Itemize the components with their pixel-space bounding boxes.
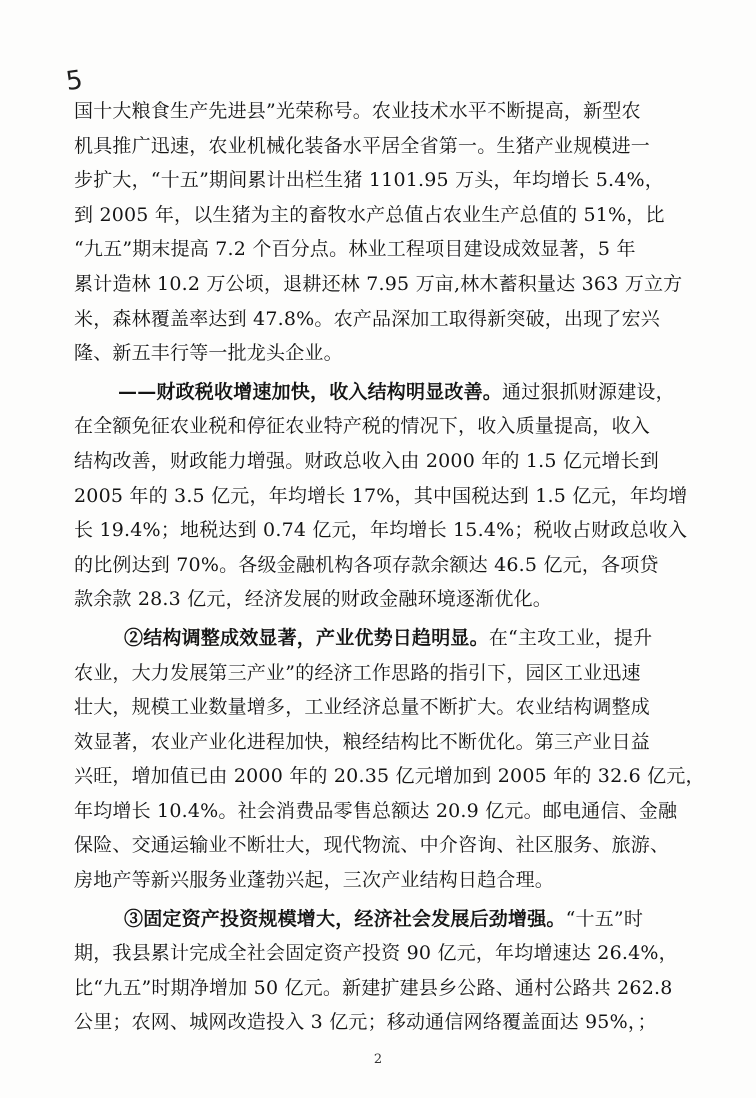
paragraph-heading: ③固定资产投资规模增大，经济社会发展后劲增强。 <box>124 907 566 930</box>
paragraph-heading: ——财政税收增速加快，收入结构明显改善。 <box>118 380 503 403</box>
paragraph-first-line <box>74 902 694 937</box>
handwritten-page-mark: 5 <box>63 64 85 98</box>
text-line: “九五”期末提高 7.2 个百分点。林业工程项目建设成效显著，5 年 <box>74 238 636 261</box>
text-line: 隆、新五丰行等一批龙头企业。 <box>74 342 343 365</box>
text-line: 农业，大力发展第三产业”的经济工作思路的指引下，园区工业迅速 <box>74 661 641 684</box>
text-line: 期，我县累计完成全社会固定资产投资 90 亿元，年均增速达 26.4%， <box>74 942 678 965</box>
text-line: 兴旺，增加值已由 2000 年的 20.35 亿元增加到 2005 年的 32.6 亿元， <box>74 765 705 788</box>
paragraph-first-line <box>74 375 694 410</box>
paragraph-heading: ②结构调整成效显著，产业优势日趋明显。 <box>124 626 489 649</box>
text-line: 保险、交通运输业不断壮大，现代物流、中介咨询、社区服务、旅游、 <box>74 834 670 857</box>
text-line: 在全额免征农业税和停征农业特产税的情况下，收入质量提高，收入 <box>74 415 651 438</box>
text-line: 效显著，农业产业化进程加快，粮经结构比不断优化。第三产业日益 <box>74 730 651 753</box>
paragraph-text: “十五”时 <box>565 907 644 930</box>
paragraph-text: 在“主攻工业，提升 <box>488 626 653 649</box>
text-line: 款余款 28.3 亿元，经济发展的财政金融环境逐渐优化。 <box>74 588 552 611</box>
text-line: 比“九五”时期净增加 50 亿元。新建扩建县乡公路、通村公路共 262.8 <box>74 976 673 999</box>
text-line: 房地产等新兴服务业蓬勃兴起，三次产业结构日趋合理。 <box>74 869 555 892</box>
text-line: 累计造林 10.2 万公顷，退耕还林 7.95 万亩,林木蓄积量达 363 万立方 <box>74 272 683 295</box>
text-line: 2005 年的 3.5 亿元，年均增长 17%，其中国税达到 1.5 亿元，年均增 <box>74 484 688 507</box>
page-number: 2 <box>373 1052 383 1067</box>
text-line: 壮大，规模工业数量增多，工业经济总量不断扩大。农业结构调整成 <box>74 696 651 719</box>
body-text <box>74 94 705 1040</box>
text-line: 结构改善，财政能力增强。财政总收入由 2000 年的 1.5 亿元增长到 <box>74 449 659 472</box>
text-line: 的比例达到 70%。各级金融机构各项存款余额达 46.5 亿元，各项贷 <box>74 553 659 576</box>
text-line: 公里；农网、城网改造投入 3 亿元；移动通信网络覆盖面达 95%，； <box>74 1011 657 1034</box>
text-line: 机具推广迅速，农业机械化装备水平居全省第一。生猪产业规模进一 <box>74 134 651 157</box>
text-line: 到 2005 年，以生猪为主的畜牧水产总值占农业生产总值的 51%，比 <box>74 203 665 226</box>
text-line: 年均增长 10.4%。社会消费品零售总额达 20.9 亿元。邮电通信、金融 <box>74 799 678 822</box>
text-line: 长 19.4%；地税达到 0.74 亿元，年均增长 15.4%；税收占财政总收入 <box>74 519 688 542</box>
paragraph-text: 通过狠抓财源建设， <box>502 380 675 403</box>
text-line: 国十大粮食生产先进县”光荣称号。农业技术水平不断提高，新型农 <box>74 100 641 122</box>
paragraph-first-line <box>74 621 694 656</box>
text-line: 步扩大，“十五”期间累计出栏生猪 1101.95 万头，年均增长 5.4%， <box>74 169 664 192</box>
text-line: 米，森林覆盖率达到 47.8%。农产品深加工取得新突破，出现了宏兴 <box>74 307 660 330</box>
